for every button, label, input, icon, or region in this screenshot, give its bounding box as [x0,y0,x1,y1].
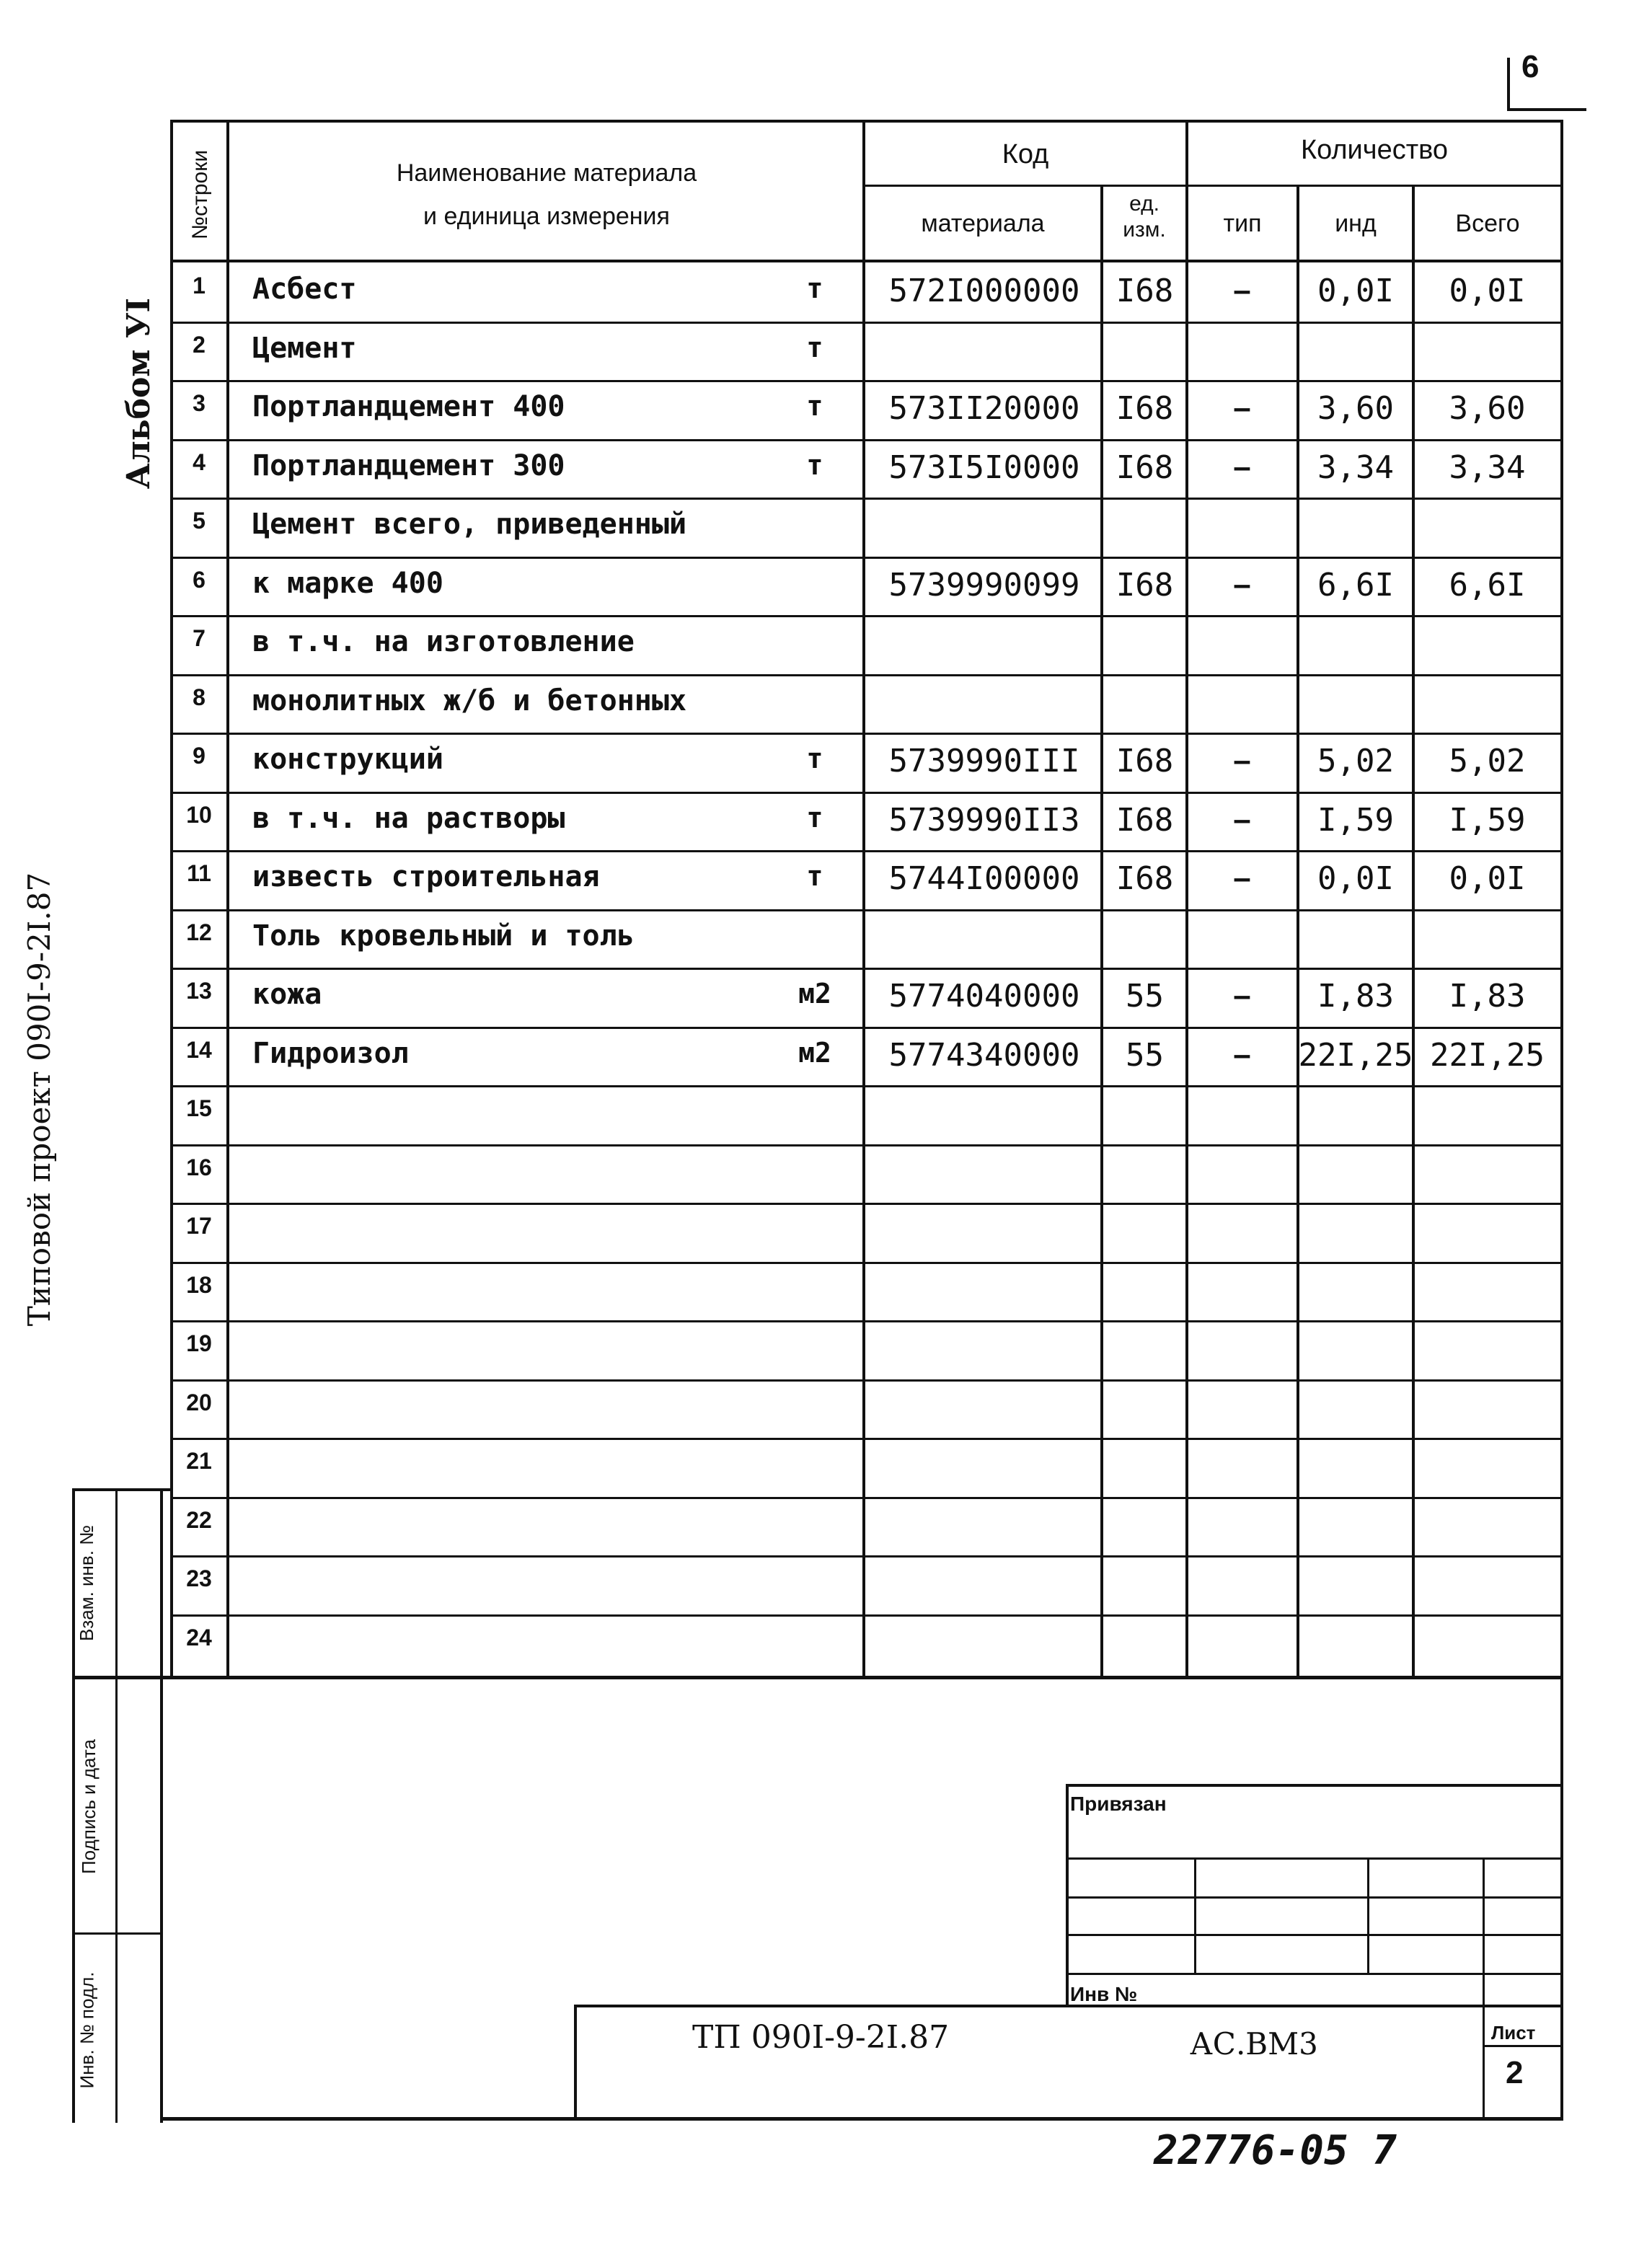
qty-ind: 0,0I [1317,273,1394,309]
qty-total: 3,60 [1449,390,1526,427]
material-name: Асбест [252,273,357,306]
qty-total: 22I,25 [1430,1036,1545,1074]
unit-label: м2 [798,978,831,1009]
material-name: к марке 400 [252,566,443,600]
header-code-group: Код [1002,139,1049,169]
stamp-inv-podl: Инв. № подл. [76,1971,98,2089]
page-number-divider [1507,58,1510,108]
material-code: 572I000000 [888,273,1080,309]
unit-code: I68 [1116,449,1174,486]
qty-ind: 22I,25 [1298,1036,1413,1074]
row-divider [170,674,1562,676]
side-project-label: Типовой проект 090I-9-2I.87 [22,872,58,1327]
archive-number: 22776-05 7 [1154,2127,1397,2174]
material-name: конструкций [252,743,443,776]
material-name: кожа [252,978,322,1011]
material-name: известь строительная [252,860,600,893]
row-number: 13 [186,978,212,1004]
unit-label: т [806,273,823,304]
qty-total: I,83 [1449,978,1526,1015]
qty-ind: I,83 [1317,978,1394,1015]
row-number: 20 [186,1389,212,1415]
material-code: 573I5I0000 [888,449,1080,486]
row-divider [170,850,1562,852]
row-number: 23 [186,1565,212,1591]
material-code: 5739990099 [888,566,1080,604]
qty-type: – [1233,449,1251,485]
row-divider [170,322,1562,324]
row-divider [170,1144,1562,1146]
header-code-unit-line1: ед. [1129,192,1160,216]
sheet-label: Лист [1491,2022,1536,2043]
qty-ind: 0,0I [1317,860,1394,897]
unit-label: м2 [798,1036,831,1069]
qty-ind: 3,34 [1317,449,1394,486]
page-number: 6 [1521,49,1540,84]
qty-type: – [1233,390,1251,425]
row-divider [170,1320,1562,1322]
row-divider [170,615,1562,617]
row-number: 21 [186,1448,212,1474]
qty-type: – [1233,978,1251,1013]
material-name: Портландцемент 300 [252,449,565,482]
qty-type: – [1233,743,1251,778]
header-name-line1: Наименование материала [396,159,697,187]
qty-type: – [1233,1036,1251,1072]
row-number: 7 [193,625,206,651]
page-number-underline [1507,108,1586,111]
row-number: 11 [187,860,211,886]
qty-total: 5,02 [1449,743,1526,779]
row-number: 1 [193,273,206,299]
row-number: 16 [186,1154,212,1180]
row-number: 18 [186,1271,212,1298]
row-divider [170,1379,1562,1382]
material-name: Гидроизол [252,1036,409,1070]
row-divider [170,1614,1562,1617]
qty-ind: I,59 [1317,801,1394,839]
unit-code: I68 [1116,801,1174,839]
row-number: 17 [186,1213,212,1239]
row-divider [170,1497,1562,1499]
qty-type: – [1233,273,1251,308]
header-qty-group: Количество [1300,135,1449,165]
unit-code: I68 [1116,743,1174,779]
qty-ind: 6,6I [1317,566,1394,604]
header-qty-type: тип [1223,210,1262,237]
row-number: 3 [193,390,206,416]
header-code-material: материала [921,210,1045,237]
inv-label: Инв № [1070,1983,1138,2005]
row-number: 24 [186,1624,212,1651]
qty-total: I,59 [1449,801,1526,839]
row-divider [170,1438,1562,1440]
row-number: 14 [186,1036,212,1063]
material-code: 5744I00000 [888,860,1080,897]
row-number: 2 [193,331,206,358]
qty-total: 3,34 [1449,449,1526,486]
material-name: Цемент всего, приведенный [252,508,687,541]
row-divider [170,1262,1562,1264]
header-qty-total: Всего [1455,210,1520,237]
unit-code: I68 [1116,860,1174,897]
row-divider [170,498,1562,500]
document-code: АС.ВМ3 [1190,2026,1318,2062]
material-name: в т.ч. на изготовление [252,625,635,658]
row-divider [170,380,1562,382]
sheet-number: 2 [1506,2055,1524,2090]
row-number: 5 [193,508,206,534]
row-number: 22 [186,1506,212,1533]
row-number: 6 [193,566,206,593]
row-number: 4 [193,449,206,475]
side-album-label: Альбом УI [120,297,158,490]
stamp-podpis-data: Подпись и дата [78,1738,100,1875]
project-code: ТП 090I-9-2I.87 [692,2019,950,2056]
header-name-line2: и единица измерения [423,203,670,230]
row-number: 12 [186,919,212,945]
header-qty-ind: инд [1335,210,1377,237]
row-divider [170,792,1562,794]
row-divider [170,1027,1562,1029]
row-number: 15 [186,1095,212,1121]
privyazan-label: Привязан [1070,1793,1167,1815]
unit-label: т [806,743,823,774]
row-number: 10 [186,801,212,828]
stamp-vzam-inv: Взам. инв. № [76,1524,98,1642]
row-divider [170,909,1562,911]
material-code: 5739990II3 [888,801,1080,839]
row-divider [170,968,1562,970]
qty-type: – [1233,860,1251,896]
row-number: 8 [193,684,206,710]
qty-type: – [1233,566,1251,602]
row-divider [170,439,1562,441]
qty-ind: 3,60 [1317,390,1394,427]
unit-code: 55 [1126,1036,1164,1074]
material-code: 5774040000 [888,978,1080,1015]
row-number: 9 [193,743,206,769]
unit-label: т [806,390,823,422]
unit-code: I68 [1116,566,1174,604]
row-divider [170,1555,1562,1557]
row-divider [170,733,1562,735]
material-name: Портландцемент 400 [252,390,565,423]
qty-total: 6,6I [1449,566,1526,604]
unit-label: т [806,860,823,892]
material-name: Толь кровельный и толь [252,919,635,953]
material-name: монолитных ж/б и бетонных [252,684,687,717]
header-row-number: №строки [188,149,212,240]
qty-total: 0,0I [1449,860,1526,897]
unit-label: т [806,331,823,363]
material-code: 573II20000 [888,390,1080,427]
row-divider [170,1203,1562,1205]
qty-ind: 5,02 [1317,743,1394,779]
qty-type: – [1233,801,1251,837]
material-name: в т.ч. на растворы [252,801,565,835]
material-code: 5739990III [888,743,1080,779]
qty-total: 0,0I [1449,273,1526,309]
unit-label: т [806,801,823,834]
row-divider [170,557,1562,559]
unit-code: I68 [1116,273,1174,309]
material-name: Цемент [252,331,357,365]
material-code: 5774340000 [888,1036,1080,1074]
unit-code: I68 [1116,390,1174,427]
row-divider [170,1085,1562,1087]
header-code-unit-line2: изм. [1123,218,1166,242]
unit-code: 55 [1126,978,1164,1015]
unit-label: т [806,449,823,481]
row-number: 19 [186,1330,212,1356]
